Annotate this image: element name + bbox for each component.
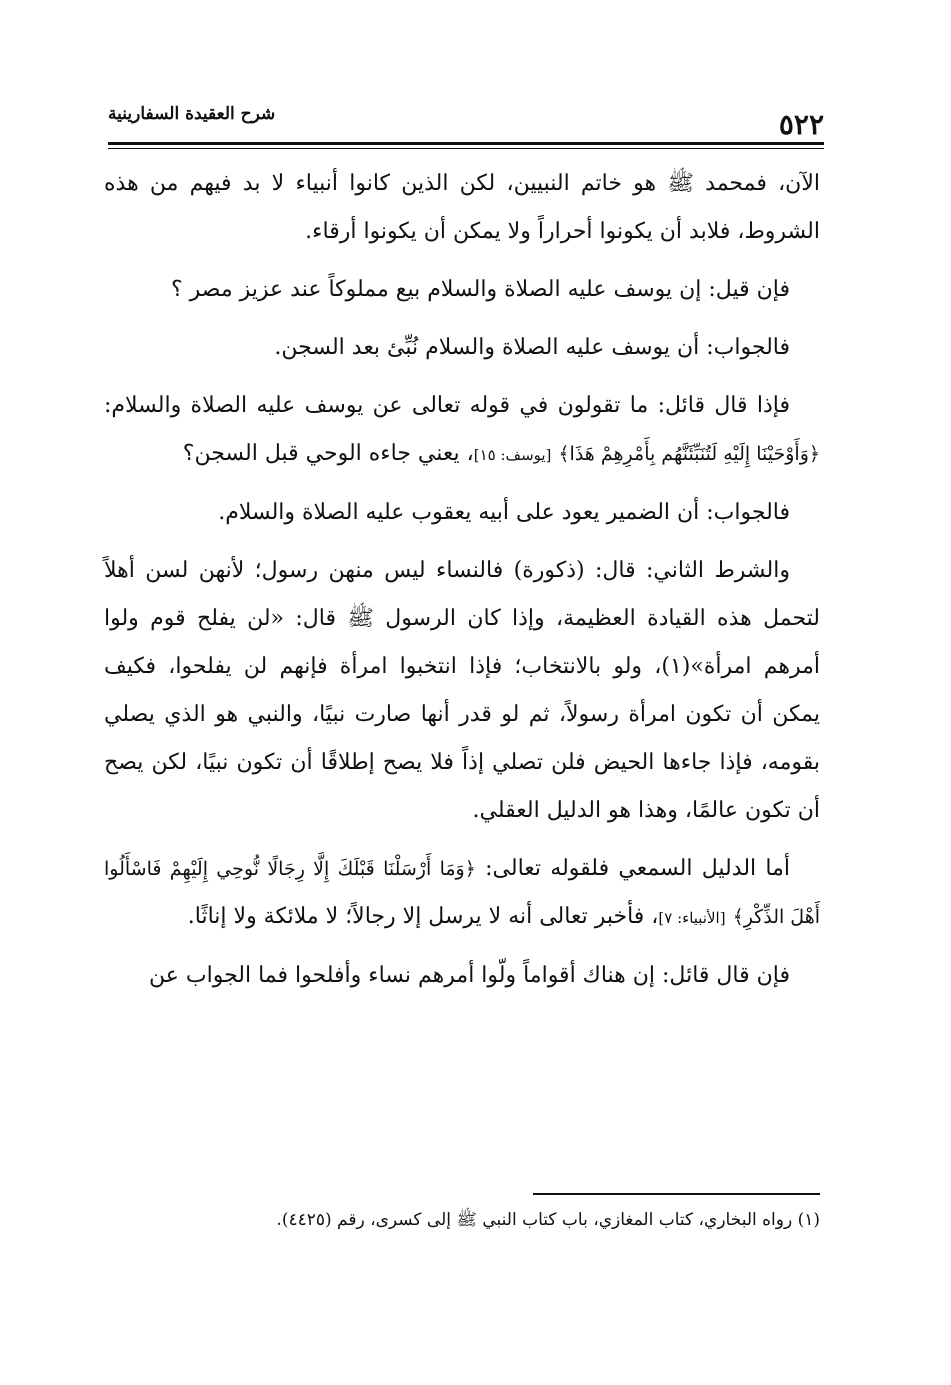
page-number: ٥٢٢ <box>778 108 824 141</box>
paragraph-4 <box>104 382 820 479</box>
paragraph-1: الآن، فمحمد ﷺ هو خاتم النبيين، لكن الذين كانوا أنبياء لا بد فيهم من هذه الشروط، فلابد أن يكونوا أحراراً ولا يمكن أن يكونوا أرقاء. <box>104 171 820 244</box>
quran-ref-anbiya: [الأنبياء: ٧] <box>658 909 726 927</box>
paragraph-7 <box>104 845 820 942</box>
quran-verse-anbiya: ﴿وَمَا أَرْسَلْنَا قَبْلَكَ إِلَّا رِجَالًا نُّوحِي إِلَيْهِمْ فَاسْأَلُوا أَهْلَ الذِّكْرِ﴾ <box>104 858 820 928</box>
footnote: (١) رواه البخاري، كتاب المغازي، باب كتاب النبي ﷺ إلى كسرى، رقم (٤٤٢٥). <box>276 1210 820 1230</box>
paragraph-4-text-a: فإذا قال قائل: ما تقولون في قوله تعالى عن يوسف عليه الصلاة والسلام: <box>104 393 790 418</box>
header-rule-thin <box>108 148 824 149</box>
paragraph-5: فالجواب: أن الضمير يعود على أبيه يعقوب عليه الصلاة والسلام. <box>218 500 790 525</box>
paragraph-4-text-b: ، يعني جاءه الوحي قبل السجن؟ <box>182 441 474 466</box>
paragraph-7-text-a: أما الدليل السمعي فلقوله تعالى: <box>485 856 791 881</box>
main-text <box>104 160 820 1010</box>
paragraph-8: فإن قال قائل: إن هناك أقواماً ولّوا أمرهم نساء وأفلحوا فما الجواب عن <box>149 963 790 988</box>
running-title: شرح العقيدة السفارينية <box>108 104 276 124</box>
footnote-rule <box>533 1193 820 1195</box>
paragraph-3: فالجواب: أن يوسف عليه الصلاة والسلام نُبِّئ بعد السجن. <box>274 335 790 360</box>
paragraph-6: والشرط الثاني: قال: (ذكورة) فالنساء ليس منهن رسول؛ لأنهن لسن أهلاً لتحمل هذه القيادة العظيمة، وإذا كان الرسول ﷺ قال: «لن يفلح قوم ولوا أمرهم امرأة»(١)، ولو بالانتخاب؛ فإذا انتخبوا امرأة فإنهم لن يفلحوا، فكيف يمكن أن تكون امرأة رسولاً، ثم لو قدر أنها صارت نبيًا، والنبي هو الذي يصلي بقومه، فإذا جاءها الحيض فلن تصلي إذاً فلا يصح إطلاقًا أن تكون نبيًا، لكن يصح أن تكون عالمًا، وهذا هو الدليل العقلي. <box>104 558 820 823</box>
quran-ref-yusuf: [يوسف: ١٥] <box>473 446 552 464</box>
paragraph-2: فإن قيل: إن يوسف عليه الصلاة والسلام بيع مملوكاً عند عزيز مصر ؟ <box>170 277 790 302</box>
paragraph-7-text-b: ، فأخبر تعالى أنه لا يرسل إلا رجالاً؛ لا ملائكة ولا إناثًا. <box>187 904 659 929</box>
quran-verse-yusuf: ﴿وَأَوْحَيْنَا إِلَيْهِ لَتُنَبِّئَنَّهُم بِأَمْرِهِمْ هَذَا﴾ <box>558 443 820 465</box>
header-rule-thick <box>108 142 824 145</box>
